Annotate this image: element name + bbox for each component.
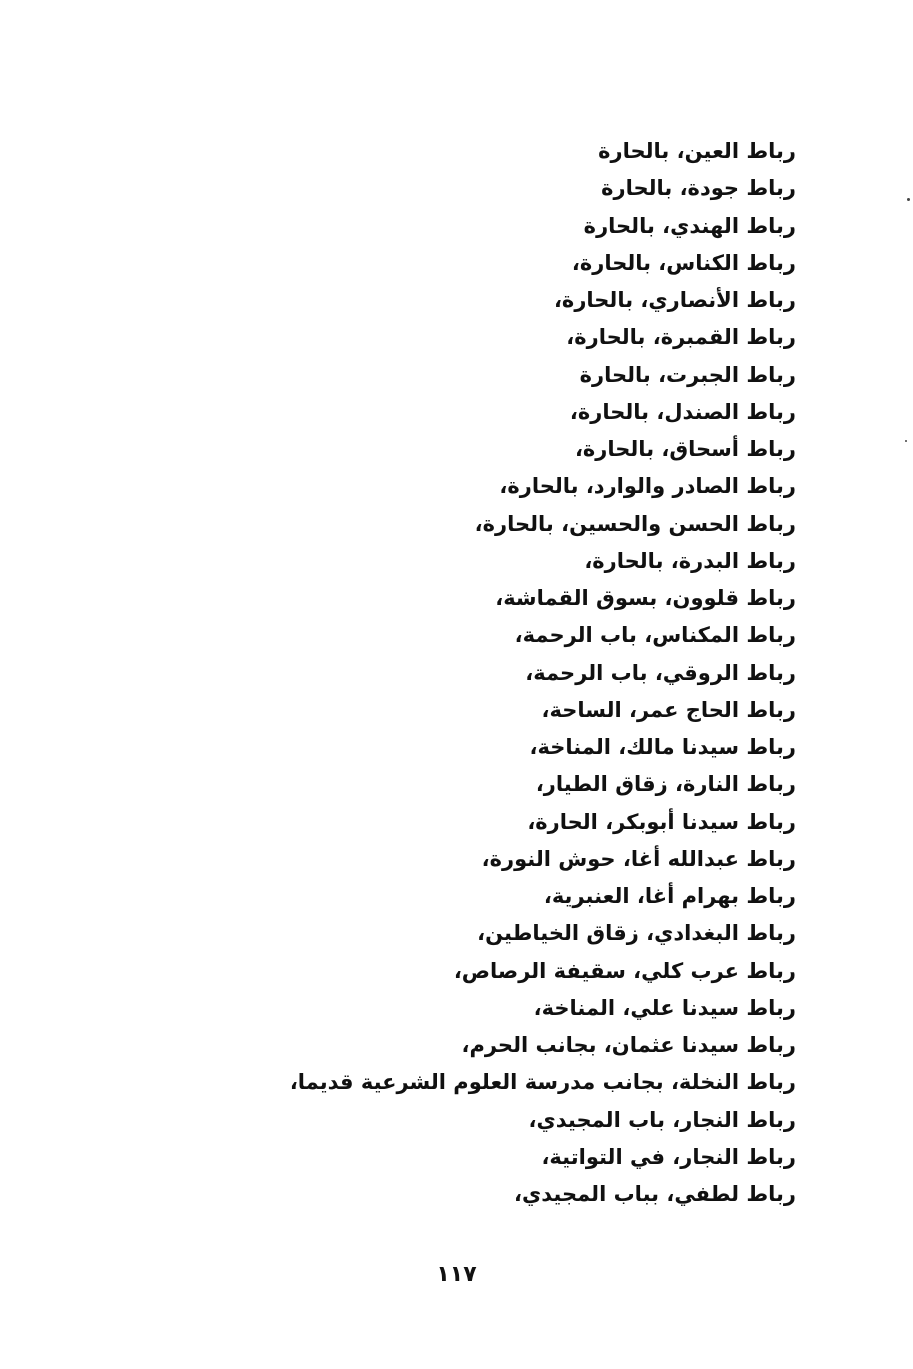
list-item: رباط أسحاق، بالحارة، <box>574 437 796 461</box>
list-item: رباط العين، بالحارة <box>598 139 796 163</box>
list-item: رباط الأنصاري، بالحارة، <box>553 288 796 312</box>
list-item: رباط المكناس، باب الرحمة، <box>514 623 796 648</box>
list-item: رباط النارة، زقاق الطيار، <box>535 772 796 797</box>
list-item: رباط النجار، في التواتية، <box>541 1144 796 1169</box>
list-item: رباط النجار، باب المجيدي، <box>528 1107 796 1132</box>
list-item: رباط الهندي، بالحارة <box>583 213 796 238</box>
list-item: رباط سيدنا مالك، المناخة، <box>529 735 796 759</box>
list-item: رباط جودة، بالحارة <box>601 176 796 201</box>
scan-speck <box>907 198 910 201</box>
list-item: رباط عرب كلي، سقيفة الرصاص، <box>453 958 796 983</box>
list-item: رباط النخلة، بجانب مدرسة العلوم الشرعية قديما، <box>289 1070 796 1095</box>
list-item: رباط لطفي، بباب المجيدي، <box>514 1182 796 1206</box>
list-item: رباط البغدادي، زقاق الخياطين، <box>477 921 796 946</box>
list-item: رباط الصادر والوارد، بالحارة، <box>499 474 796 499</box>
list-item: رباط بهرام أغا، العنبرية، <box>543 884 796 908</box>
list-item: رباط سيدنا أبوبكر، الحارة، <box>527 809 796 834</box>
list-item: رباط البدرة، بالحارة، <box>584 548 796 573</box>
list-item: رباط الحسن والحسين، بالحارة، <box>474 511 796 536</box>
list-item: رباط عبدالله أغا، حوش النورة، <box>481 846 796 871</box>
list-item: رباط الجبرت، بالحارة <box>579 362 796 387</box>
list-item: رباط الصندل، بالحارة، <box>569 399 796 424</box>
scan-speck <box>905 440 907 442</box>
list-item: رباط الكناس، بالحارة، <box>571 250 796 275</box>
page-number: ١١٧ <box>436 1262 477 1287</box>
list-item: رباط القمبرة، بالحارة، <box>566 325 796 350</box>
list-item: رباط الروقي، باب الرحمة، <box>525 660 796 685</box>
ribat-list <box>276 133 796 1213</box>
list-item: رباط سيدنا عثمان، بجانب الحرم، <box>461 1033 796 1057</box>
list-item: رباط قلوون، بسوق القماشة، <box>495 586 796 610</box>
list-item: رباط سيدنا علي، المناخة، <box>533 995 796 1020</box>
list-item: رباط الحاج عمر، الساحة، <box>541 697 796 722</box>
